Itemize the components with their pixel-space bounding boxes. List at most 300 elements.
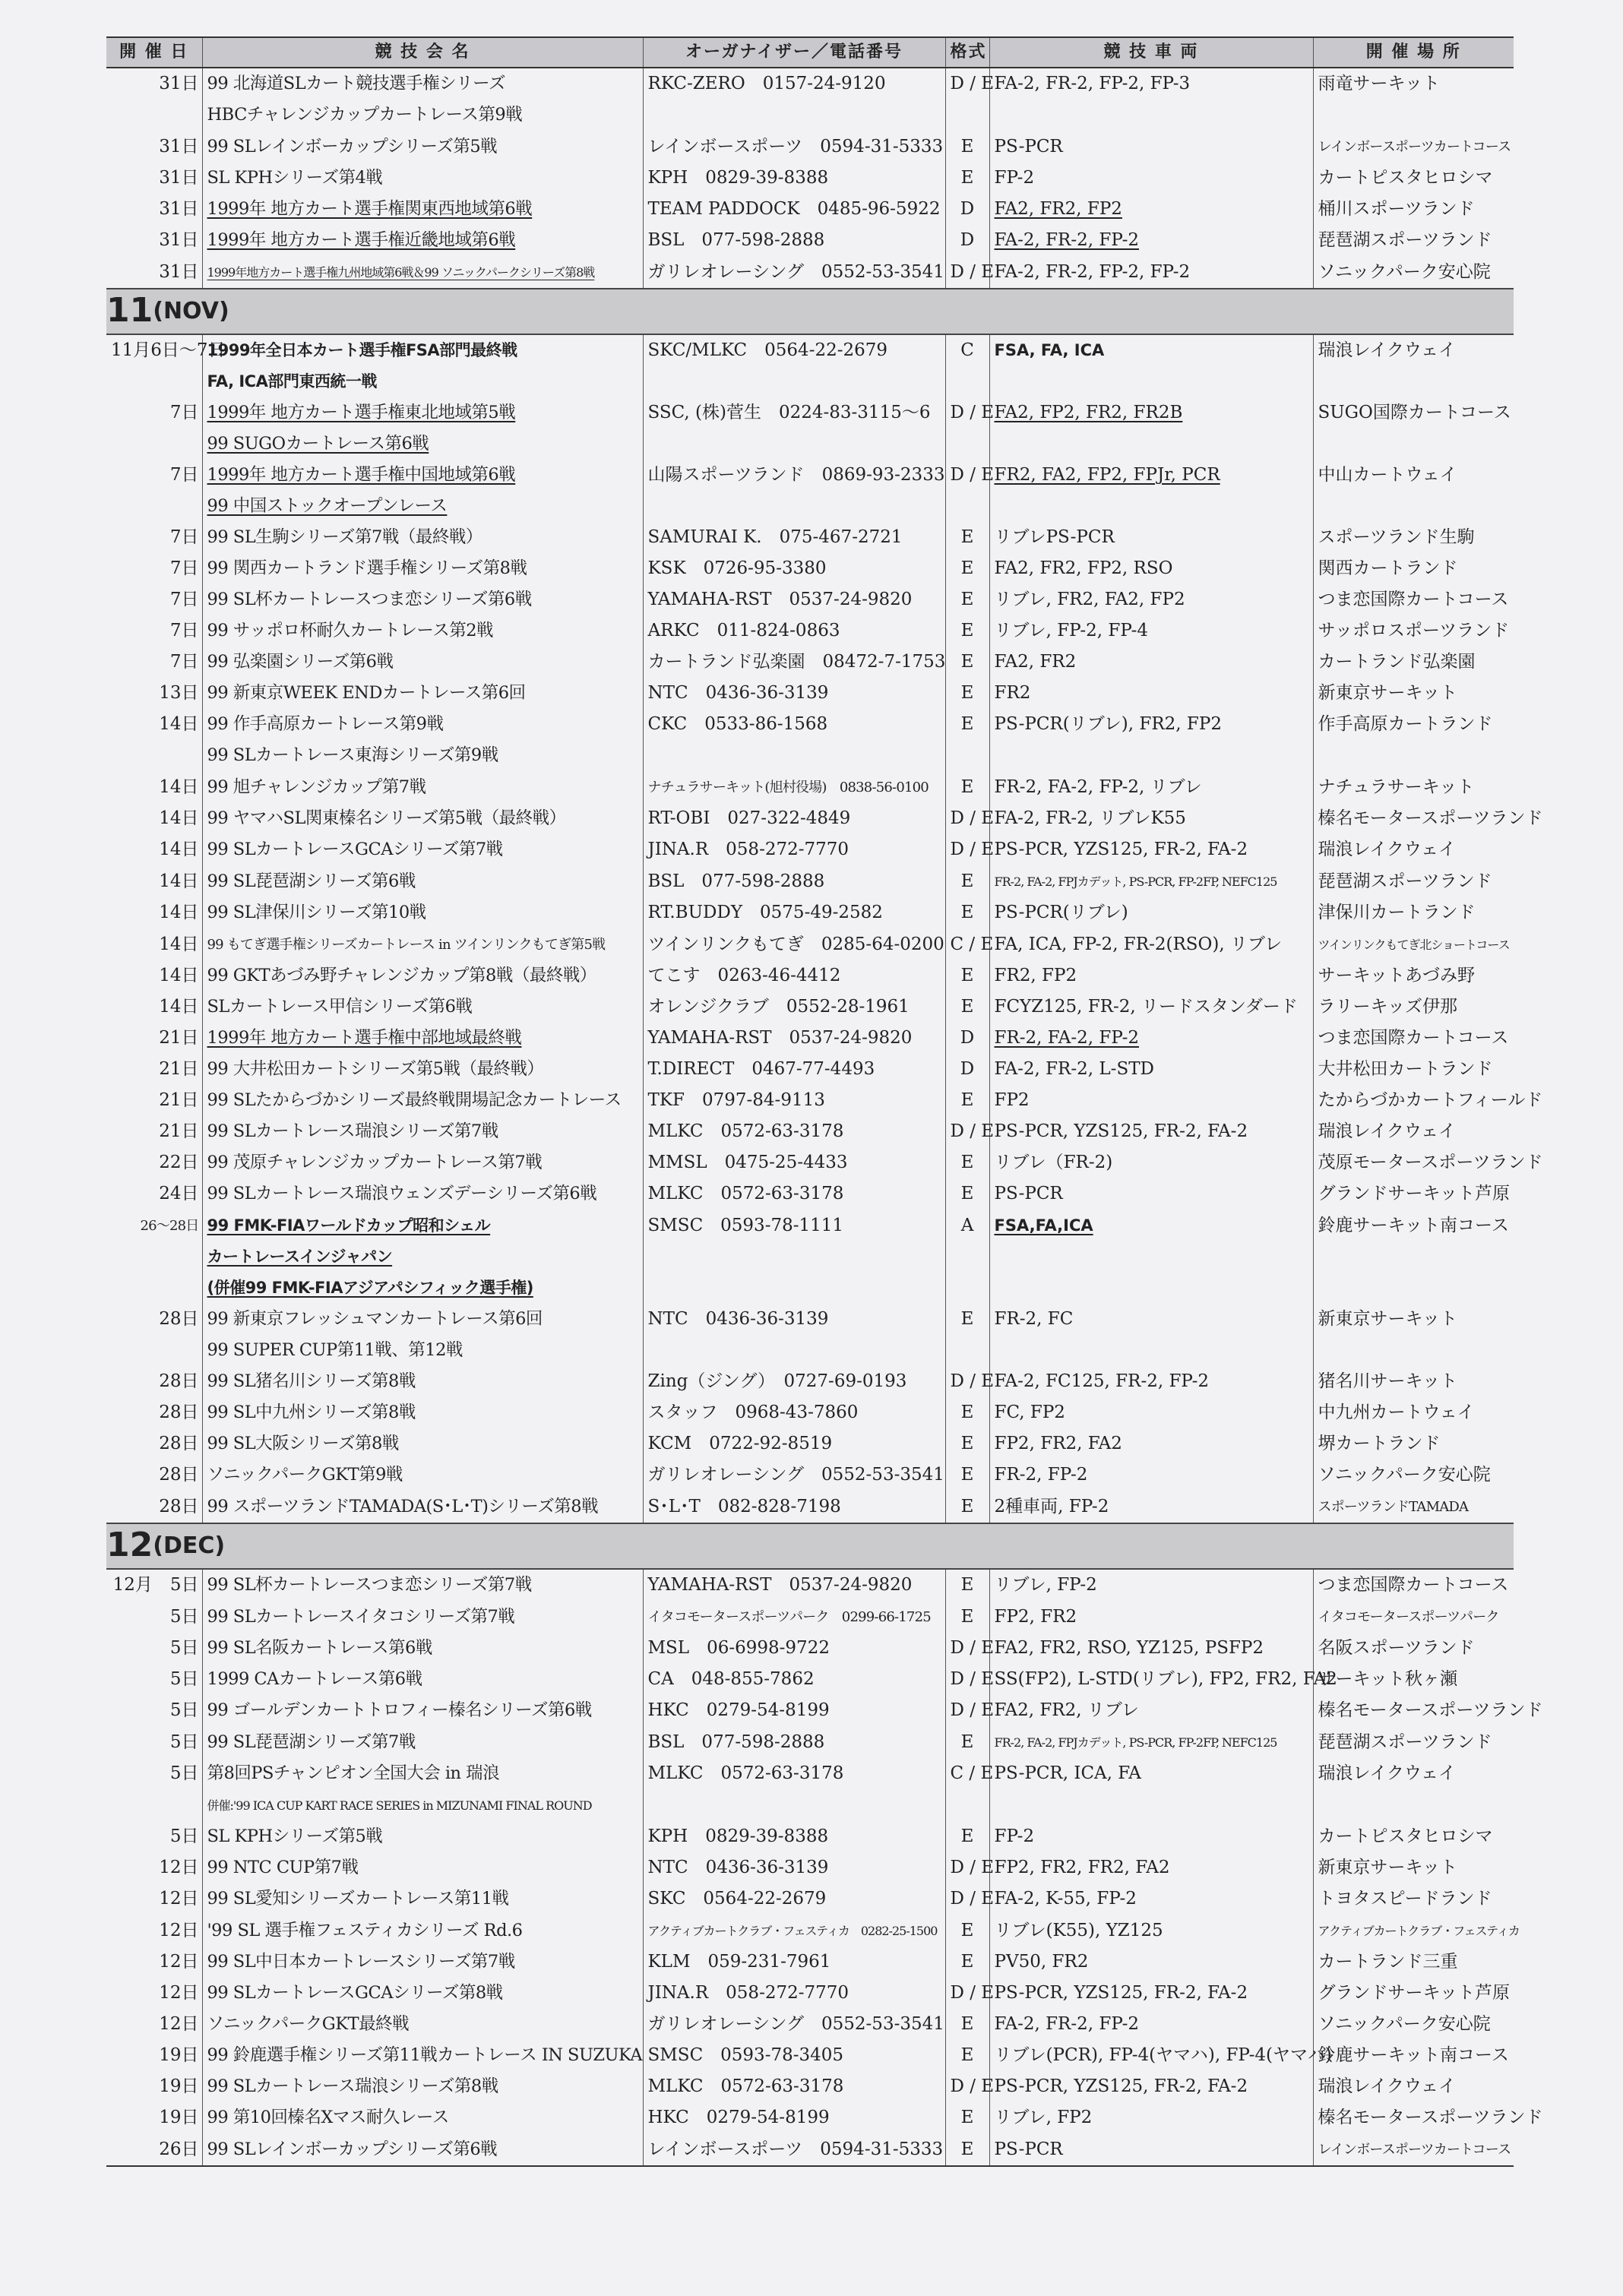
event-name-cell-text: 1999年 地方カート選手権中部地域最終戦 <box>207 1028 522 1048</box>
vehicles-cell-text: FA2, FP2, FR2, FR2B <box>994 403 1183 422</box>
venue-cell <box>1313 1023 1514 1054</box>
venue-cell-text: スポーツランド生駒 <box>1318 527 1475 547</box>
date-cell-text: 12日 <box>159 1952 199 1972</box>
vehicles-cell-text: FP-2 <box>994 1826 1035 1846</box>
organizer-cell <box>643 1569 945 1601</box>
format-cell-text: D / E <box>950 465 995 485</box>
event-name-cell <box>202 960 643 991</box>
vehicles-cell-text: FA-2, FR-2, FP-2 <box>994 230 1139 250</box>
table-row <box>106 960 1514 991</box>
format-cell <box>945 1054 989 1085</box>
date-cell-text: 12日 <box>159 1983 199 2003</box>
venue-cell <box>1313 647 1514 678</box>
vehicles-cell <box>989 194 1313 225</box>
format-cell-text: D / E <box>950 261 995 282</box>
table-row <box>106 2009 1514 2040</box>
date-cell-text: 14日 <box>159 776 199 797</box>
event-name-cell <box>202 522 643 553</box>
format-cell-text: D <box>960 1059 975 1079</box>
vehicles-cell-text: PS-PCR <box>994 136 1063 157</box>
venue-cell-text: 琵琶湖スポーツランド <box>1318 230 1492 250</box>
format-cell-text: E <box>960 168 974 188</box>
event-name-cell-text: 第8回PSチャンピオン全国大会 in 瑞浪 <box>207 1763 500 1783</box>
organizer-cell <box>643 1726 945 1758</box>
venue-cell-text: ツインリンクもてぎ北ショートコース <box>1318 938 1510 952</box>
venue-cell <box>1313 1821 1514 1852</box>
venue-cell-text: ラリーキッズ伊那 <box>1318 997 1458 1017</box>
format-cell-text: E <box>960 2045 974 2065</box>
event-name-cell <box>202 225 643 256</box>
organizer-cell <box>643 1054 945 1085</box>
format-cell-text: E <box>960 1920 974 1940</box>
date-cell <box>106 1789 202 1821</box>
vehicles-cell-text: PS-PCR, YZS125, FR-2, FA-2 <box>994 2076 1248 2096</box>
event-name-cell-text: 99 もてぎ選手権シリーズカートレース in ツインリンクもてぎ第5戦 <box>207 937 606 953</box>
vehicles-cell-text: FSA,FA,ICA <box>994 1216 1093 1235</box>
venue-cell <box>1313 1210 1514 1241</box>
vehicles-cell <box>989 366 1313 397</box>
organizer-cell-text: KSK 0726-95-3380 <box>647 558 827 578</box>
event-name-cell-text: 1999年 地方カート選手権東北地域第5戦 <box>207 403 516 422</box>
organizer-cell <box>643 334 945 366</box>
organizer-cell <box>643 522 945 553</box>
table-row <box>106 100 1514 131</box>
venue-cell-text: 作手高原カートランド <box>1318 714 1493 734</box>
table-row <box>106 1569 1514 1601</box>
event-name-cell <box>202 584 643 615</box>
venue-cell <box>1313 553 1514 584</box>
date-cell <box>106 366 202 397</box>
format-cell <box>945 834 995 865</box>
format-cell-text: A <box>960 1215 974 1235</box>
event-name-cell-text: 99 FMK-FIAワールドカップ昭和シェル <box>207 1216 491 1235</box>
event-name-cell <box>202 429 643 460</box>
table-row <box>106 1304 1514 1335</box>
venue-cell <box>1313 1460 1514 1491</box>
date-cell <box>106 1397 202 1428</box>
format-cell <box>945 1023 989 1054</box>
format-cell <box>945 2133 989 2166</box>
event-name-cell <box>202 1366 643 1397</box>
event-name-cell-text: 99 中国ストックオープンレース <box>207 496 448 516</box>
event-name-cell-text: 併催:'99 ICA CUP KART RACE SERIES in MIZUNAMI FINAL ROUND <box>207 1798 592 1813</box>
format-cell <box>945 131 989 163</box>
organizer-cell <box>643 1664 945 1695</box>
table-row <box>106 366 1514 397</box>
organizer-cell <box>643 1947 945 1978</box>
organizer-cell-text: レインボースポーツ 0594-31-5333 <box>647 136 944 157</box>
format-cell <box>945 68 995 100</box>
organizer-cell <box>643 1178 945 1210</box>
venue-cell <box>1313 1304 1514 1335</box>
event-name-cell-text: 99 第10回榛名Xマス耐久レース <box>207 2108 449 2127</box>
event-name-cell-text: 99 SLカートレース瑞浪ウェンズデーシリーズ第6戦 <box>207 1184 597 1203</box>
venue-cell <box>1313 678 1514 709</box>
date-cell <box>106 1758 202 1789</box>
table-row <box>106 1147 1514 1178</box>
event-name-cell-text: 99 SLたからづかシリーズ最終戦開場記念カートレース <box>207 1090 622 1110</box>
date-cell <box>106 1460 202 1491</box>
vehicles-cell <box>989 928 1313 960</box>
vehicles-cell-text: PS-PCR, YZS125, FR-2, FA-2 <box>994 840 1248 859</box>
date-cell <box>106 2071 202 2102</box>
date-cell-text: 14日 <box>159 934 199 954</box>
vehicles-cell <box>989 1273 1313 1304</box>
vehicles-cell-text: FA2, FR2, FP2 <box>994 199 1122 219</box>
date-cell <box>106 2040 202 2071</box>
organizer-cell-text: NTC 0436-36-3139 <box>647 1858 829 1877</box>
vehicles-cell <box>989 2102 1313 2133</box>
vehicles-cell <box>989 1428 1313 1460</box>
organizer-cell <box>643 1210 945 1241</box>
event-name-cell <box>202 1852 643 1883</box>
format-cell <box>945 1304 989 1335</box>
format-cell-text: D / E <box>950 1700 995 1720</box>
venue-cell <box>1313 1695 1543 1726</box>
date-cell-text: 13日 <box>159 683 199 703</box>
vehicles-cell <box>989 1664 1337 1695</box>
date-cell <box>106 522 202 553</box>
date-cell <box>106 256 202 289</box>
organizer-cell-text: KLM 059-231-7961 <box>647 1952 831 1972</box>
organizer-cell <box>643 584 945 615</box>
organizer-cell <box>643 647 945 678</box>
venue-cell-text: 茂原モータースポーツランド <box>1318 1153 1543 1172</box>
event-name-cell <box>202 1726 643 1758</box>
table-row <box>106 1116 1514 1147</box>
vehicles-cell <box>989 334 1313 366</box>
venue-cell <box>1313 256 1514 289</box>
month-number: 11 <box>106 290 153 330</box>
format-cell <box>945 256 995 289</box>
table-row <box>106 1273 1514 1304</box>
vehicles-cell-text: FP2, FR2 <box>994 1606 1077 1627</box>
venue-cell-text: 瑞浪レイクウェイ <box>1318 840 1456 859</box>
vehicles-cell <box>989 1915 1313 1947</box>
format-cell <box>945 1085 989 1116</box>
table-row <box>106 1695 1514 1726</box>
format-cell <box>945 678 989 709</box>
date-cell <box>106 429 202 460</box>
venue-cell-text: 榛名モータースポーツランド <box>1318 2108 1543 2127</box>
event-name-cell-text: '99 SL 選手権フェスティカシリーズ Rd.6 <box>207 1920 523 1940</box>
venue-cell-text: つま恋国際カートコース <box>1318 1028 1509 1048</box>
event-name-cell <box>202 1569 643 1601</box>
vehicles-cell-text: FP2 <box>994 1090 1030 1110</box>
venue-cell-text: 大井松田カートランド <box>1318 1059 1493 1079</box>
date-cell-text: 14日 <box>159 871 199 891</box>
vehicles-cell-text: FA-2, FR-2, FP-2 <box>994 2014 1139 2034</box>
vehicles-cell <box>989 460 1313 491</box>
format-cell <box>945 803 995 834</box>
organizer-cell <box>643 1147 945 1178</box>
vehicles-cell-text: PS-PCR <box>994 1184 1063 1203</box>
venue-cell-text: 瑞浪レイクウェイ <box>1318 1763 1456 1783</box>
event-name-cell <box>202 366 643 397</box>
format-cell-text: D <box>960 199 975 219</box>
organizer-cell <box>643 429 945 460</box>
organizer-cell <box>643 553 945 584</box>
table-row <box>106 2040 1514 2071</box>
date-cell <box>106 2102 202 2133</box>
table-row <box>106 1023 1514 1054</box>
venue-cell <box>1313 1054 1514 1085</box>
format-cell <box>945 584 989 615</box>
event-name-cell <box>202 553 643 584</box>
table-row <box>106 897 1514 928</box>
format-cell <box>945 491 989 522</box>
venue-cell-text: 桶川スポーツランド <box>1318 199 1475 219</box>
vehicles-cell-text: FA2, FR2, FP2, RSO <box>994 558 1173 578</box>
table-row <box>106 1241 1514 1273</box>
organizer-cell <box>643 678 945 709</box>
date-cell <box>106 553 202 584</box>
event-name-cell-text: 99 関西カートランド選手権シリーズ第8戦 <box>207 558 527 578</box>
date-cell <box>106 2009 202 2040</box>
vehicles-cell <box>989 1054 1313 1085</box>
format-cell <box>945 928 994 960</box>
organizer-cell <box>643 1852 945 1883</box>
venue-cell <box>1313 334 1514 366</box>
event-name-cell <box>202 2133 643 2166</box>
date-cell-text: 5日 <box>169 1826 199 1846</box>
table-row <box>106 803 1514 834</box>
vehicles-cell-text: FP2, FR2, FA2 <box>994 1434 1122 1453</box>
date-cell <box>106 960 202 991</box>
format-cell <box>945 897 989 928</box>
format-cell <box>945 1241 989 1273</box>
organizer-cell-text: YAMAHA-RST 0537-24-9820 <box>647 1028 913 1048</box>
date-cell <box>106 1273 202 1304</box>
month-header-row <box>106 289 1514 334</box>
format-cell <box>945 1147 989 1178</box>
event-name-cell <box>202 397 643 429</box>
venue-cell-text: 中山カートウェイ <box>1318 465 1457 485</box>
event-name-cell-text: 99 SL愛知シリーズカートレース第11戦 <box>207 1889 509 1909</box>
event-name-cell-text: 99 SUPER CUP第11戦、第12戦 <box>207 1340 463 1360</box>
header-venue: 開 催 場 所 <box>1313 37 1514 68</box>
event-name-cell-text: 99 SL大阪シリーズ第8戦 <box>207 1434 399 1453</box>
date-cell-text: 11月6日〜7日 <box>111 340 226 360</box>
organizer-cell-text: MLKC 0572-63-3178 <box>647 2076 844 2096</box>
event-name-cell-text: 99 弘楽園シリーズ第6戦 <box>207 652 394 672</box>
vehicles-cell <box>989 225 1313 256</box>
table-row <box>106 865 1514 897</box>
date-cell <box>106 1335 202 1366</box>
event-name-cell-text: (併催99 FMK-FIAアジアパシフィック選手権) <box>207 1279 533 1297</box>
format-cell-text: E <box>960 1434 974 1453</box>
venue-cell-text: レインボースポーツカートコース <box>1318 139 1511 155</box>
date-cell-text: 21日 <box>159 1059 199 1079</box>
table-row <box>106 429 1514 460</box>
month-number: 12 <box>106 1525 153 1564</box>
vehicles-cell <box>989 897 1313 928</box>
organizer-cell <box>643 1116 945 1147</box>
event-name-cell-text: 99 SL猪名川シリーズ第8戦 <box>207 1371 416 1391</box>
date-cell-text: 14日 <box>159 966 199 985</box>
organizer-cell <box>643 991 945 1023</box>
event-name-cell <box>202 678 643 709</box>
vehicles-cell-text: PS-PCR, YZS125, FR-2, FA-2 <box>994 1121 1248 1141</box>
vehicles-cell-text: FA-2, FR-2, L-STD <box>994 1059 1154 1079</box>
organizer-cell-text: アクティブカートクラブ・フェスティカ 0282-25-1500 <box>647 1924 938 1938</box>
format-cell-text: E <box>960 903 974 922</box>
date-cell-text: 5日 <box>169 1606 199 1627</box>
header-vehicles: 競 技 車 両 <box>989 37 1313 68</box>
venue-cell <box>1313 1633 1514 1664</box>
organizer-cell-text: MLKC 0572-63-3178 <box>647 1184 844 1203</box>
organizer-cell <box>643 1460 945 1491</box>
date-cell <box>106 1978 202 2009</box>
vehicles-cell <box>989 256 1313 289</box>
vehicles-cell <box>989 1978 1313 2009</box>
vehicles-cell <box>989 1085 1313 1116</box>
organizer-cell <box>643 163 945 194</box>
event-name-cell <box>202 740 643 771</box>
event-name-cell <box>202 1210 643 1241</box>
organizer-cell-text: KPH 0829-39-8388 <box>647 168 829 188</box>
organizer-cell <box>643 256 945 289</box>
event-name-cell-text: 99 SL杯カートレースつま恋シリーズ第6戦 <box>207 590 532 609</box>
table-row <box>106 1789 1514 1821</box>
event-name-cell-text: 99 SUGOカートレース第6戦 <box>207 434 429 454</box>
venue-cell <box>1313 1726 1514 1758</box>
vehicles-cell <box>989 1947 1313 1978</box>
date-cell <box>106 1428 202 1460</box>
venue-cell <box>1313 1147 1543 1178</box>
venue-cell <box>1313 991 1514 1023</box>
format-cell-text: D <box>960 1028 975 1048</box>
format-cell <box>945 1460 989 1491</box>
event-name-cell-text: ソニックパークGKT第9戦 <box>207 1465 403 1485</box>
organizer-cell-text: ARKC 011-824-0863 <box>647 621 840 640</box>
table-row <box>106 163 1514 194</box>
date-cell <box>106 1633 202 1664</box>
organizer-cell-text: JINA.R 058-272-7770 <box>647 840 849 859</box>
venue-cell-text: 堺カートランド <box>1318 1434 1441 1453</box>
date-cell-text: 5日 <box>169 1763 199 1783</box>
date-cell-text: 28日 <box>159 1434 199 1453</box>
date-cell <box>106 1726 202 1758</box>
table-row <box>106 522 1514 553</box>
organizer-cell-text: T.DIRECT 0467-77-4493 <box>647 1059 875 1079</box>
organizer-cell <box>643 771 945 803</box>
date-cell-text: 31日 <box>159 230 199 250</box>
format-cell <box>945 647 989 678</box>
table-row <box>106 225 1514 256</box>
event-name-cell <box>202 897 643 928</box>
format-cell <box>945 1273 989 1304</box>
format-cell-text: E <box>960 683 974 703</box>
format-cell-text: D / E <box>950 1371 995 1391</box>
vehicles-cell <box>989 771 1313 803</box>
date-cell-text: 14日 <box>159 997 199 1017</box>
venue-cell-text: ソニックパーク安心院 <box>1318 261 1491 282</box>
organizer-cell-text: RKC-ZERO 0157-24-9120 <box>647 74 886 93</box>
format-cell <box>945 429 989 460</box>
vehicles-cell-text: FA2, FR2, RSO, YZ125, PSFP2 <box>994 1638 1264 1658</box>
vehicles-cell-text: FA2, FR2, リブレ <box>994 1700 1139 1720</box>
event-name-cell <box>202 1883 643 1915</box>
organizer-cell-text: ガリレオレーシング 0552-53-3541 <box>647 261 944 282</box>
vehicles-cell-text: FR-2, FP-2 <box>994 1465 1088 1485</box>
organizer-cell <box>643 1758 945 1789</box>
date-cell-text: 21日 <box>159 1090 199 1110</box>
date-cell <box>106 1023 202 1054</box>
event-name-cell-text: 1999年地方カート選手権九州地域第6戦＆99 ソニックパークシリーズ第8戦 <box>207 265 595 280</box>
venue-cell <box>1313 1947 1514 1978</box>
event-name-cell-text: 99 SLカートレース瑞浪シリーズ第8戦 <box>207 2076 498 2096</box>
format-cell-text: D / E <box>950 840 995 859</box>
organizer-cell-text: MLKC 0572-63-3178 <box>647 1121 844 1141</box>
table-row <box>106 1758 1514 1789</box>
date-cell <box>106 1304 202 1335</box>
vehicles-cell-text: リブレ, FP-2 <box>994 1575 1097 1595</box>
organizer-cell <box>643 803 945 834</box>
venue-cell-text: レインボースポーツカートコース <box>1318 2142 1511 2158</box>
organizer-cell <box>643 960 945 991</box>
format-cell <box>945 522 989 553</box>
table-row <box>106 1883 1514 1915</box>
venue-cell-text: 津保川カートランド <box>1318 903 1476 922</box>
venue-cell-text: 榛名モータースポーツランド <box>1318 1700 1543 1720</box>
table-row <box>106 584 1514 615</box>
organizer-cell <box>643 1633 945 1664</box>
format-cell-text: E <box>960 1153 974 1172</box>
vehicles-cell <box>989 397 1313 429</box>
format-cell-text: E <box>960 1952 974 1972</box>
event-name-cell-text: SL KPHシリーズ第4戦 <box>207 168 383 188</box>
event-name-cell <box>202 1821 643 1852</box>
venue-cell <box>1313 194 1514 225</box>
format-cell <box>945 1116 995 1147</box>
venue-cell <box>1313 1852 1514 1883</box>
venue-cell <box>1313 2071 1514 2102</box>
event-name-cell <box>202 1633 643 1664</box>
format-cell-text: D / E <box>950 1669 995 1689</box>
event-name-cell-text: FA, ICA部門東西統一戦 <box>207 372 377 391</box>
venue-cell-text: つま恋国際カートコース <box>1318 1575 1509 1595</box>
vehicles-cell <box>989 1178 1313 1210</box>
event-name-cell-text: 99 新東京フレッシュマンカートレース第6回 <box>207 1309 543 1329</box>
date-cell <box>106 1664 202 1695</box>
vehicles-cell-text: FC, FP2 <box>994 1403 1065 1422</box>
table-row <box>106 647 1514 678</box>
venue-cell-text: 新東京サーキット <box>1318 683 1458 703</box>
table-row <box>106 460 1514 491</box>
venue-cell-text: カートピスタヒロシマ <box>1318 1826 1493 1846</box>
format-cell-text: E <box>960 1606 974 1627</box>
date-cell-text: 26日 <box>159 2139 199 2159</box>
format-cell <box>945 1883 995 1915</box>
event-name-cell-text: 99 SLレインボーカップシリーズ第6戦 <box>207 2139 498 2159</box>
vehicles-cell <box>989 1491 1313 1523</box>
venue-cell <box>1313 1273 1514 1304</box>
table-row <box>106 709 1514 740</box>
organizer-cell <box>643 225 945 256</box>
format-cell <box>945 1601 989 1633</box>
organizer-cell-text: CA 048-855-7862 <box>647 1669 815 1689</box>
date-cell-text: 7日 <box>169 527 199 547</box>
venue-cell <box>1313 100 1514 131</box>
vehicles-cell <box>989 429 1313 460</box>
table-row <box>106 131 1514 163</box>
format-cell-text: E <box>960 966 974 985</box>
date-cell <box>106 865 202 897</box>
organizer-cell <box>643 1085 945 1116</box>
organizer-cell <box>643 491 945 522</box>
organizer-cell-text: S･L･T 082-828-7198 <box>647 1496 841 1516</box>
